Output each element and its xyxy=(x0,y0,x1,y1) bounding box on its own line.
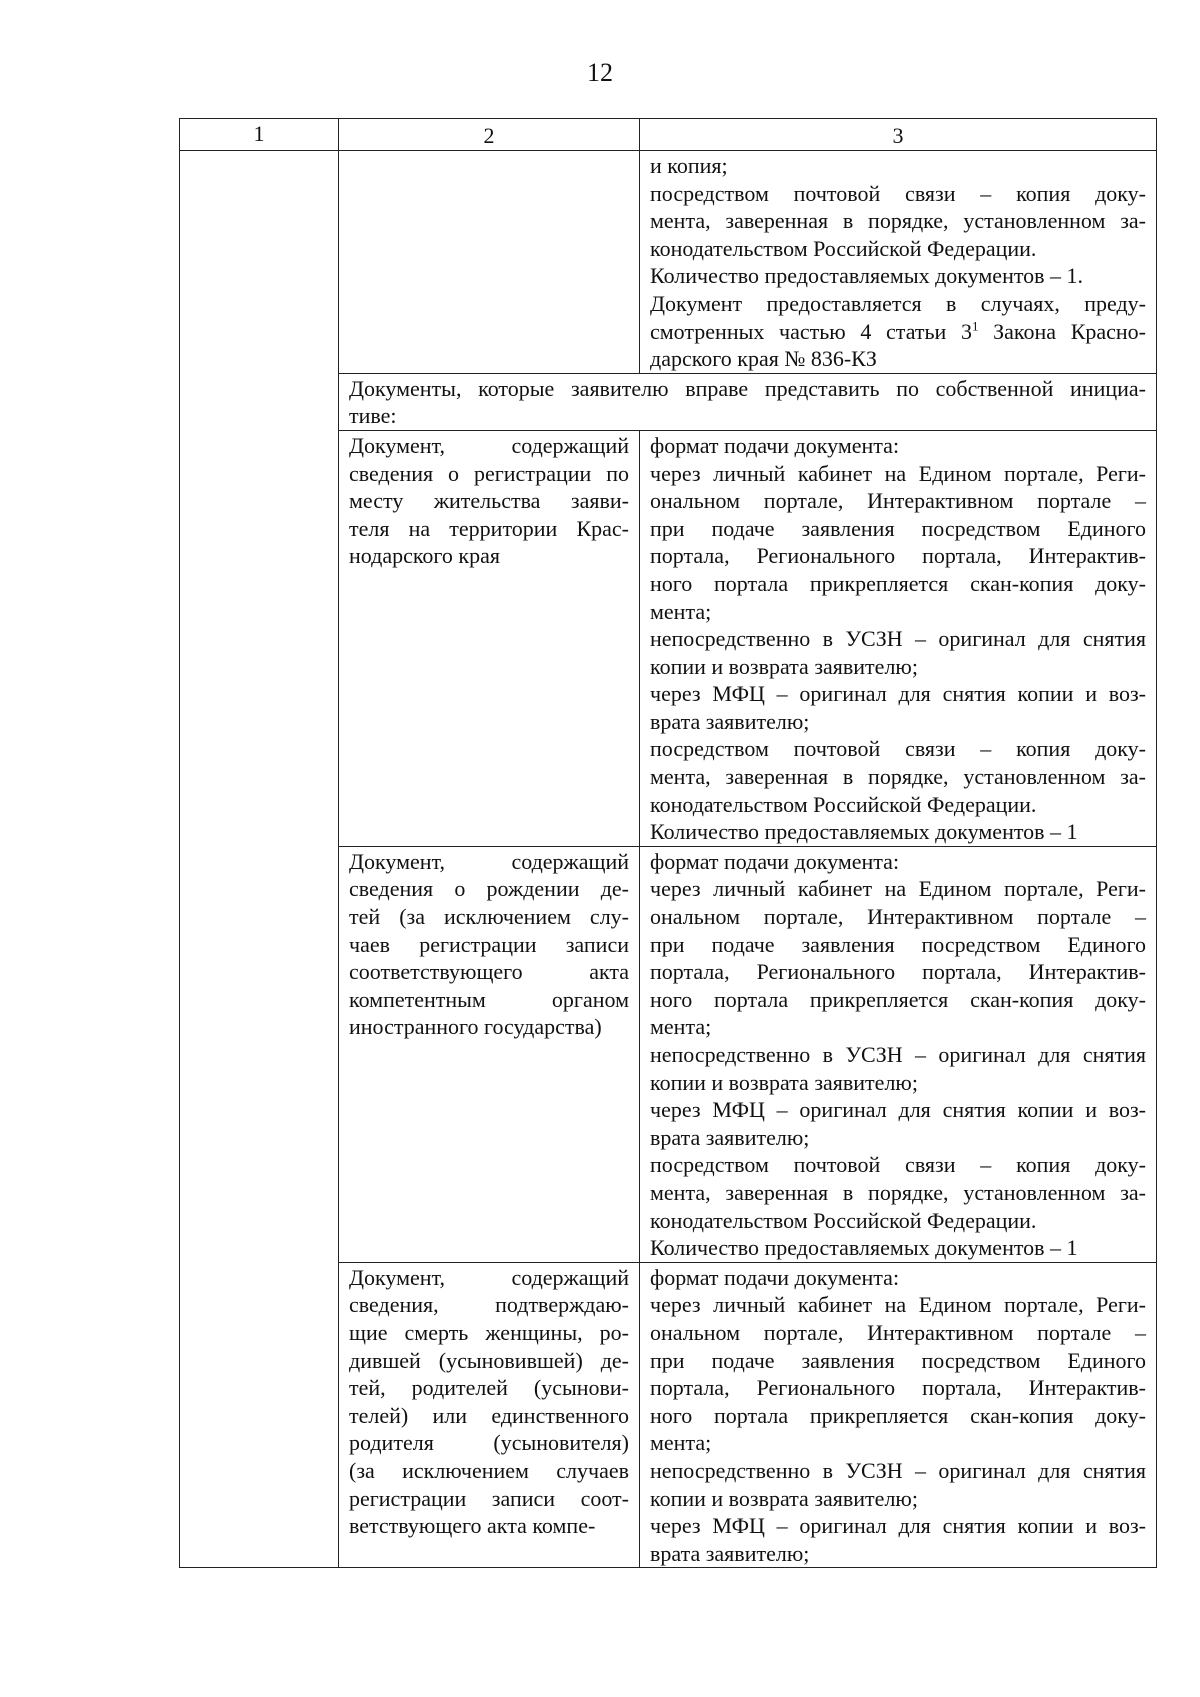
section-title-cell xyxy=(339,373,1157,430)
text-line: щие смерть женщины, ро- xyxy=(349,1319,629,1345)
text-line: врата заявителю; xyxy=(650,1540,810,1566)
document-name-cell xyxy=(339,1262,640,1568)
text-line: сведения о регистрации по xyxy=(349,460,629,486)
text-line: непосредственно в УСЗН – оригинал для снятия xyxy=(650,1457,1146,1483)
text-line: копии и возврата заявителю; xyxy=(650,1069,918,1095)
text-line: Количество предоставляемых документов – 1. xyxy=(650,263,1084,289)
text-line: непосредственно в УСЗН – оригинал для снятия xyxy=(650,626,1146,652)
continuation-col3-cell xyxy=(640,151,1157,374)
text-line: мента, заверенная в порядке, установленном за- xyxy=(650,1179,1146,1205)
continuation-col2-cell xyxy=(339,151,640,374)
continuation-row xyxy=(180,151,1157,374)
text-line: посредством почтовой связи – копия доку- xyxy=(650,1152,1146,1178)
text-line: телей) или единственного xyxy=(349,1402,629,1428)
text-line: посредством почтовой связи – копия доку- xyxy=(650,736,1146,762)
text-line: портала, Регионального портала, Интерактив- xyxy=(650,543,1146,569)
text-line: Количество предоставляемых документов – 1 xyxy=(650,819,1078,845)
text-line: сведения, подтверждаю- xyxy=(349,1292,629,1318)
text-line: через личный кабинет на Едином портале, Реги- xyxy=(650,876,1146,902)
text-line: непосредственно в УСЗН – оригинал для снятия xyxy=(650,1042,1146,1067)
text-line: (за исключением случаев xyxy=(349,1457,629,1483)
text-line: тей (за исключением слу- xyxy=(349,904,629,930)
text-line: портала, Регионального портала, Интерактив- xyxy=(650,959,1146,985)
text-line: регистрации записи соот- xyxy=(349,1485,629,1511)
text-line: и копия; xyxy=(650,153,728,178)
section-title-line: Документы, которые заявителю вправе представить по собственной инициа- xyxy=(349,375,1146,401)
document-name-cell xyxy=(339,430,640,846)
text-line: врата заявителю; xyxy=(650,708,810,734)
text-line: мента; xyxy=(650,1430,712,1456)
text-line: копии и возврата заявителю; xyxy=(650,653,918,679)
text-line: ональном портале, Интерактивном портале – xyxy=(650,488,1146,514)
page-number: 12 xyxy=(587,58,613,87)
text-line: при подаче заявления посредством Единого xyxy=(650,515,1146,541)
text-line: нодарского края xyxy=(349,543,500,569)
text-line: тей, родителей (усынови- xyxy=(349,1375,629,1401)
text-line: Документ, содержащий xyxy=(349,848,629,874)
text-line: родителя (усыновителя) xyxy=(349,1430,629,1456)
text-line: через МФЦ – оригинал для снятия копии и воз- xyxy=(650,681,1146,707)
text-line: ветствующего акта компе- xyxy=(349,1513,596,1539)
text-line: компетентным органом xyxy=(349,986,629,1012)
documents-table xyxy=(179,118,1157,1568)
text-fragment: смотренных частью 4 статьи 3 xyxy=(650,318,972,344)
text-line: через МФЦ – оригинал для снятия копии и воз- xyxy=(650,1513,1146,1539)
text-line: ного портала прикрепляется скан-копия доку- xyxy=(650,570,1146,596)
text-line: месту жительства заяви- xyxy=(349,488,629,514)
text-line: через МФЦ – оригинал для снятия копии и воз- xyxy=(650,1097,1146,1123)
text-line: конодательством Российской Федерации. xyxy=(650,791,1037,817)
header-col-2: 2 xyxy=(339,119,640,151)
submission-format-cell xyxy=(640,846,1157,1262)
header-col-1: 1 xyxy=(180,119,339,151)
submission-format-cell xyxy=(640,1262,1157,1568)
text-line: сведения о рождении де- xyxy=(349,876,629,902)
text-line: мента, заверенная в порядке, установленном за- xyxy=(650,764,1146,790)
text-line: ного портала прикрепляется скан-копия доку- xyxy=(650,986,1146,1012)
text-line: Документ предоставляется в случаях, преду- xyxy=(650,290,1146,316)
text-line: мента; xyxy=(650,1014,712,1040)
text-line: чаев регистрации записи xyxy=(349,931,629,957)
text-line: дившей (усыновившей) де- xyxy=(349,1347,629,1373)
text-line: дарского края № 836-КЗ xyxy=(650,346,877,372)
text-line: ональном портале, Интерактивном портале – xyxy=(650,904,1146,930)
text-fragment: Закона Красно- xyxy=(978,318,1146,344)
text-line: конодательством Российской Федерации. xyxy=(650,1207,1037,1233)
text-line: иностранного государства) xyxy=(349,1014,602,1040)
col1-empty-cell xyxy=(180,151,339,1568)
text-line: портала, Регионального портала, Интерактив- xyxy=(650,1375,1146,1401)
text-line: формат подачи документа: xyxy=(650,1264,900,1290)
section-title-line: тиве: xyxy=(349,403,397,429)
text-line: при подаче заявления посредством Единого xyxy=(650,1347,1146,1373)
text-line: теля на территории Крас- xyxy=(349,515,629,541)
text-line: Количество предоставляемых документов – 1 xyxy=(650,1235,1078,1261)
text-line: врата заявителю; xyxy=(650,1124,810,1150)
text-line: через личный кабинет на Едином портале, Реги- xyxy=(650,1292,1146,1318)
superscript: 1 xyxy=(971,318,979,334)
text-line: формат подачи документа: xyxy=(650,848,900,874)
text-line: при подаче заявления посредством Единого xyxy=(650,931,1146,957)
text-line: мента; xyxy=(650,598,712,624)
header-col-3: 3 xyxy=(640,119,1157,151)
text-line: ональном портале, Интерактивном портале – xyxy=(650,1319,1146,1345)
text-line: ного портала прикрепляется скан-копия доку- xyxy=(650,1402,1146,1428)
text-line: Документ, содержащий xyxy=(349,1264,629,1290)
submission-format-cell xyxy=(640,430,1157,846)
header-row xyxy=(180,119,1157,151)
text-line: мента, заверенная в порядке, установленном за- xyxy=(650,208,1146,234)
text-line: соответствующего акта xyxy=(349,959,629,985)
text-line: Документ, содержащий xyxy=(349,432,629,458)
text-line: формат подачи документа: xyxy=(650,432,900,458)
text-line: посредством почтовой связи – копия доку- xyxy=(650,180,1146,206)
text-line: конодательством Российской Федерации. xyxy=(650,235,1037,261)
text-line: копии и возврата заявителю; xyxy=(650,1485,918,1511)
text-line: через личный кабинет на Едином портале, Реги- xyxy=(650,460,1146,486)
document-name-cell xyxy=(339,846,640,1262)
text-line-with-superscript xyxy=(650,318,1146,346)
